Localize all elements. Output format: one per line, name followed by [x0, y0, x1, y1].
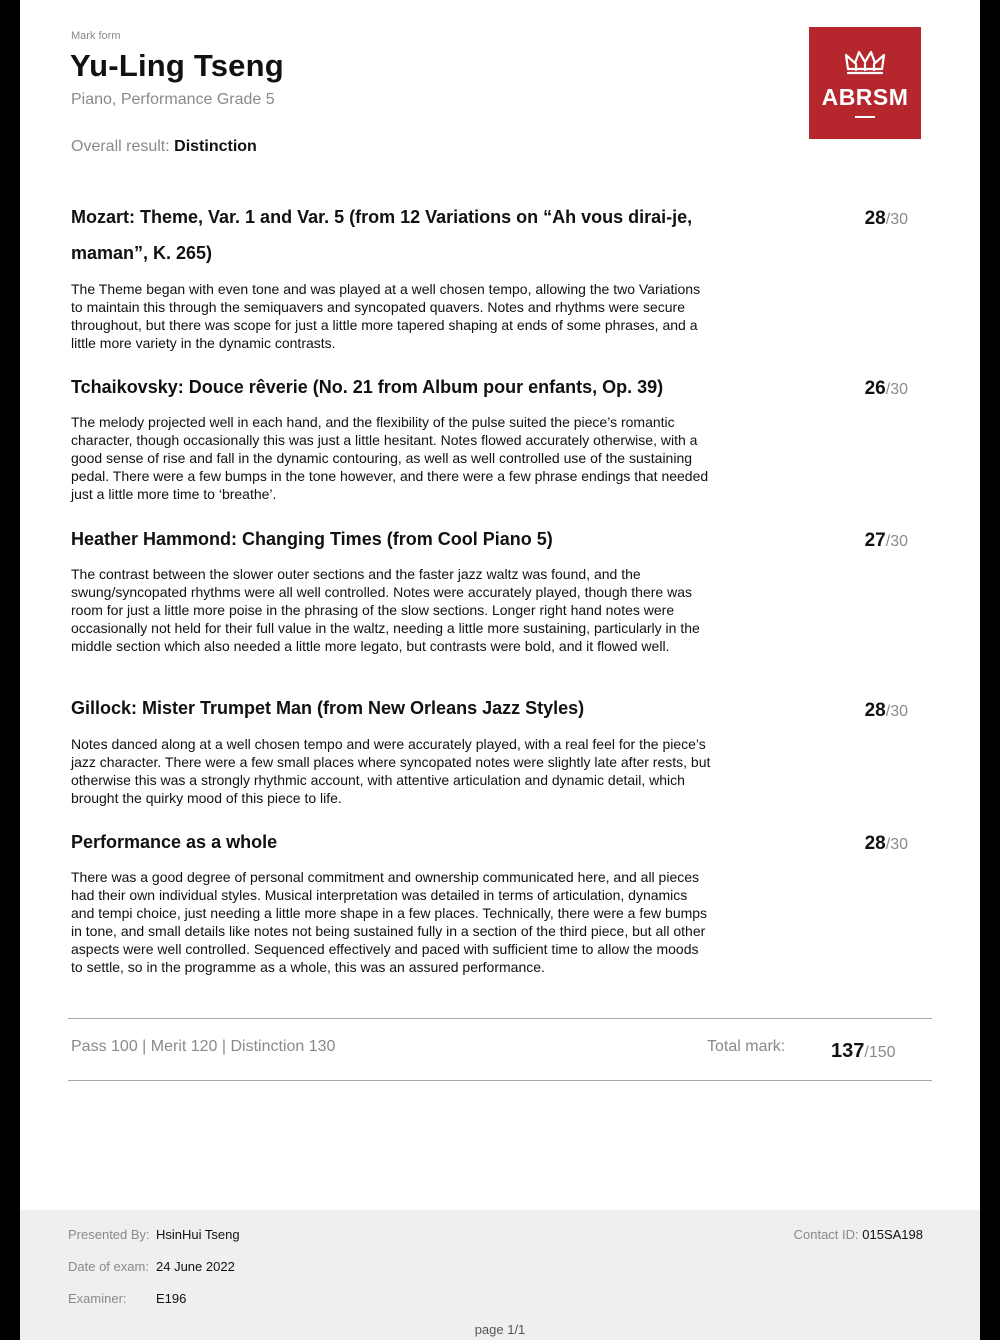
- contact-id-value: 015SA198: [862, 1227, 923, 1242]
- section-3-title: Heather Hammond: Changing Times (from Cool Piano 5): [71, 529, 553, 549]
- contact-id: [794, 1227, 923, 1242]
- section-3-comment: The contrast between the slower outer sections and the faster jazz waltz was found, and the swung/syncopated rhythms were all well controlled. Notes were accurately played, though there was room for just a little more poise in the phrasing of the slow sections. Longer right hand notes were occasionally not held for their full value in the waltz, needing a little more sustaining, particularly in the middle section which also needed a little more legato, but contrasts were bold, and it flowed well.: [71, 566, 700, 654]
- overall-result: [71, 138, 257, 156]
- page-number: page 1/1: [474, 1322, 526, 1337]
- section-3-score: 27/30: [864, 530, 908, 551]
- section-4-title: Gillock: Mister Trumpet Man (from New Orleans Jazz Styles): [71, 698, 585, 718]
- section-5-comment: There was a good degree of personal commitment and ownership communicated here, and all pieces had their own individual styles. Musical interpretation was detailed in terms of articulation, dynamics and tempi choice, just needing a little more shape in a few places. Technically, there were a few bumps in tone, and small details like notes not being sustained fully in a section of the third piece, but all other aspects were well controlled. Sequenced effectively and paced with sufficient time to allow the moods to settle, so in the programme as a whole, this was an assured performance.: [71, 869, 708, 975]
- document-type-label: Mark form: [71, 30, 121, 42]
- total-mark: 137/150: [831, 1040, 896, 1062]
- section-4-score: 28/30: [864, 700, 908, 721]
- crown-icon: [844, 49, 886, 75]
- exam-date-label: Date of exam:: [68, 1259, 149, 1274]
- section-1-title: Mozart: Theme, Var. 1 and Var. 5 (from 12 Variations on “Ah vous dirai-je, maman”, K. 265): [71, 207, 693, 263]
- section-2-score: 26/30: [864, 378, 908, 399]
- grade-thresholds: Pass 100 | Merit 120 | Distinction 130: [71, 1038, 336, 1055]
- footer: [20, 1210, 980, 1340]
- abrsm-logo: [809, 27, 921, 139]
- section-4-comment: Notes danced along at a well chosen tempo and were accurately played, with a real feel for the piece’s jazz character. There were a few small places where syncopated notes were slightly late after rests, but otherwise this was a strongly rhythmic account, with attentive articulation and dynamic detail, which brought the quirky mood of this piece to life.: [71, 736, 711, 806]
- logo-underline: [855, 116, 875, 118]
- overall-result-label: Overall result:: [71, 138, 170, 155]
- overall-result-value: Distinction: [174, 138, 257, 155]
- divider-bottom: [68, 1080, 932, 1081]
- presented-by-label: Presented By:: [68, 1227, 150, 1242]
- contact-id-label: Contact ID:: [793, 1227, 859, 1242]
- section-1-comment: The Theme began with even tone and was played at a well chosen tempo, allowing the two Variations to maintain this through the semiquavers and syncopated quavers. Notes and rhythms were secure throughout, but there was scope for just a little more tapered shaping at ends of some phrases, and a little more variety in the dynamic contrasts.: [71, 281, 701, 351]
- section-2-title: Tchaikovsky: Douce rêverie (No. 21 from Album pour enfants, Op. 39): [71, 377, 664, 397]
- examiner-value: E196: [156, 1291, 187, 1306]
- candidate-name: Yu-Ling Tseng: [70, 48, 284, 83]
- total-mark-label: Total mark:: [707, 1038, 786, 1055]
- presented-by-value: HsinHui Tseng: [156, 1227, 240, 1242]
- divider-top: [68, 1018, 932, 1019]
- mark-form-page: [20, 0, 980, 1340]
- examiner-label: Examiner:: [68, 1291, 127, 1306]
- exam-date-value: 24 June 2022: [156, 1259, 235, 1274]
- section-5-score: 28/30: [864, 833, 908, 854]
- section-5-title: Performance as a whole: [71, 832, 278, 852]
- section-1-score: 28/30: [864, 208, 908, 229]
- logo-text: ABRSM: [821, 84, 909, 110]
- exam-subject: Piano, Performance Grade 5: [71, 91, 275, 108]
- section-2-comment: The melody projected well in each hand, and the flexibility of the pulse suited the piece’s romantic character, though occasionally this was just a little hesitant. Notes flowed accurately otherwise, with a good sense of rise and fall in the dynamic contouring, as well as well controlled use of the sustaining pedal. There were a few bumps in the tone however, and there were a few phrase endings that needed just a little more time to ‘breathe’.: [71, 414, 709, 502]
